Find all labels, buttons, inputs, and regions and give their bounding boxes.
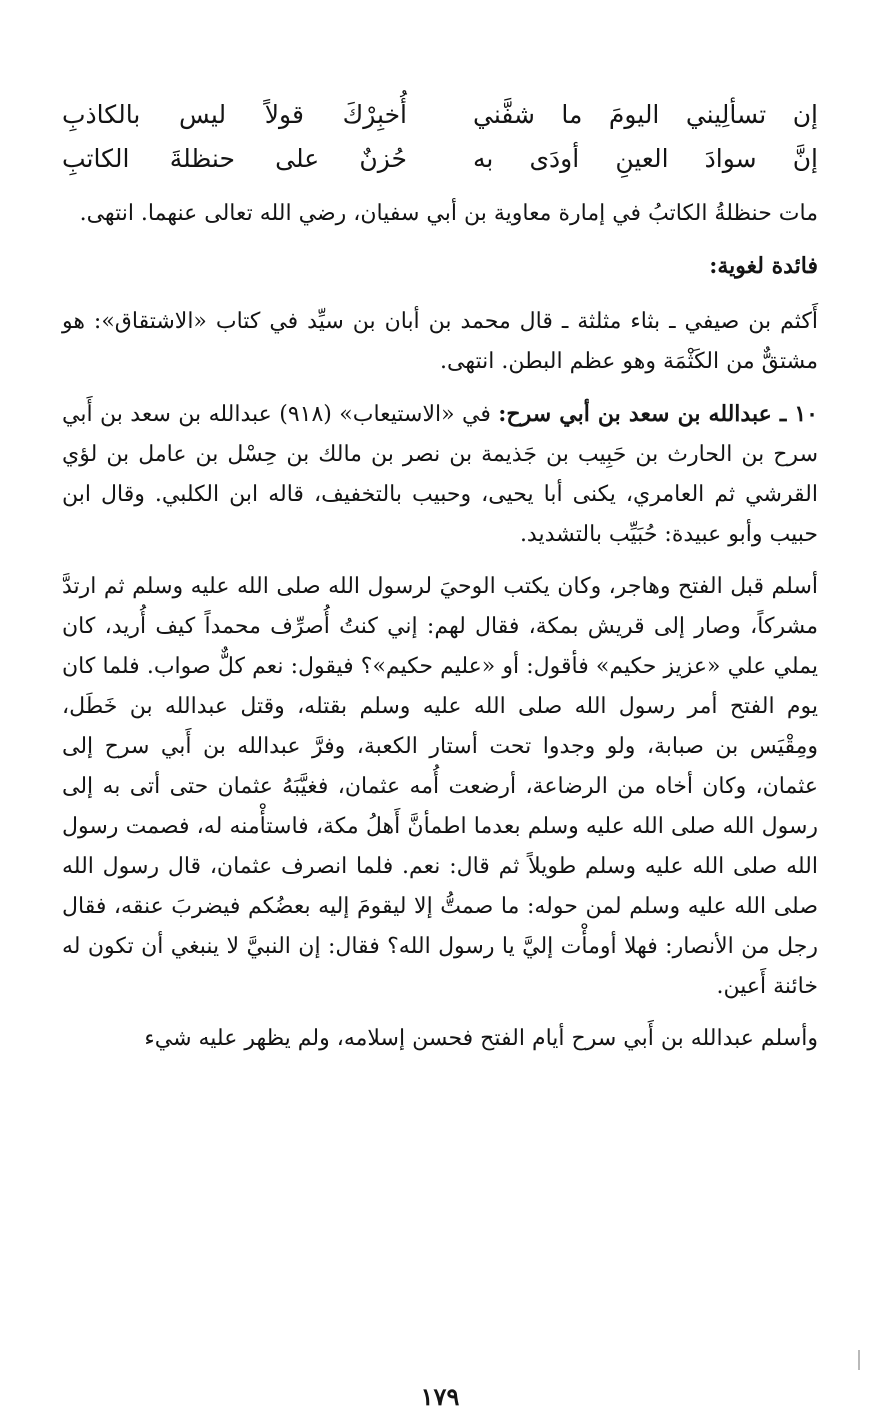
poem-verse [62,100,818,144]
entry-heading: ١٠ ـ عبدالله بن سعد بن أبي سرح: [498,401,818,427]
poem [62,100,818,188]
book-page [62,96,818,1411]
verse-first-hemistich: إن تسألِيني اليومَ ما شفَّني [473,100,818,129]
paragraph-aktham: أَكثم بن صيفي ـ بثاء مثلثة ـ قال محمد بن أبان بن سيِّد في كتاب «الاشتقاق»: هو مشتقٌّ من الكَثْمَة وهو عظم البطن. انتهى. [62,309,818,374]
paragraph-hanzala-death: مات حنظلةُ الكاتبُ في إمارة معاوية بن أبي سفيان، رضي الله تعالى عنهما. انتهى. [79,201,818,226]
section-heading-linguistic-note: فائدة لغوية: [709,253,818,279]
entry-abdullah-ibn-saad [62,394,818,555]
paragraph-conversion-story: أسلم قبل الفتح وهاجر، وكان يكتب الوحيَ لرسول الله صلى الله عليه وسلم ثم ارتدَّ مشركاً، وصار إلى قريش بمكة، فقال لهم: إني كنتُ أُصرِّف محمداً كيف أُريد، كان يملي علي «عزيز حكيم» فأقول: أو «عليم حكيم»؟ فيقول: نعم كلٌّ صواب. فلما كان يوم الفتح أمر رسول الله صلى الله عليه وسلم بقتله، وقتل عبدالله بن خَطَل، ومِقْيَس بن صبابة، ولو وجدوا تحت أستار الكعبة، وفرَّ عبدالله بن أَبي سرح إلى عثمان، وكان أخاه من الرضاعة، أرضعت أُمه عثمان، فغيَّبَهُ عثمان حتى أتى به إلى رسول الله صلى الله عليه وسلم بعدما اطمأنَّ أَهلُ مكة، فاستأْمنه له، فصمت رسول الله صلى الله عليه وسلم طويلاً ثم قال: نعم. فلما انصرف عثمان، قال رسول الله صلى الله عليه وسلم لمن حوله: ما صمتُّ إلا ليقومَ إليه بعضُكم فيضربَ عنقه، فقال رجل من الأنصار: فهلا أومأْت إليَّ يا رسول الله؟ فقال: إن النبيَّ لا ينبغي أن تكون له خائنة أَعين. [62,574,818,999]
poem-verse [62,144,818,188]
page-number: ١٧٩ [420,1382,460,1411]
scan-edge-mark [858,1350,860,1370]
paragraph-later-islam: وأسلم عبدالله بن أَبي سرح أيام الفتح فحسن إسلامه، ولم يظهر عليه شيء [144,1026,818,1051]
entry-text: في «الاستيعاب» (٩١٨) عبدالله بن سعد بن أَبي سرح بن الحارث بن حَبِيب بن جَذيمة بن نصر بن مالك بن حِسْل بن عامل بن لؤي القرشي ثم العامري، يكنى أبا يحيى، وحبيب بالتخفيف، قاله ابن الكلبي. وقال ابن حبيب وأبو عبيدة: حُبَيِّب بالتشديد. [62,402,818,547]
verse-first-hemistich: إنَّ سوادَ العينِ أودَى به [473,144,818,173]
verse-second-hemistich: حُزنٌ على حنظلةَ الكاتبِ [62,144,407,173]
verse-second-hemistich: أُخبِرْكَ قولاً ليس بالكاذبِ [62,100,407,129]
